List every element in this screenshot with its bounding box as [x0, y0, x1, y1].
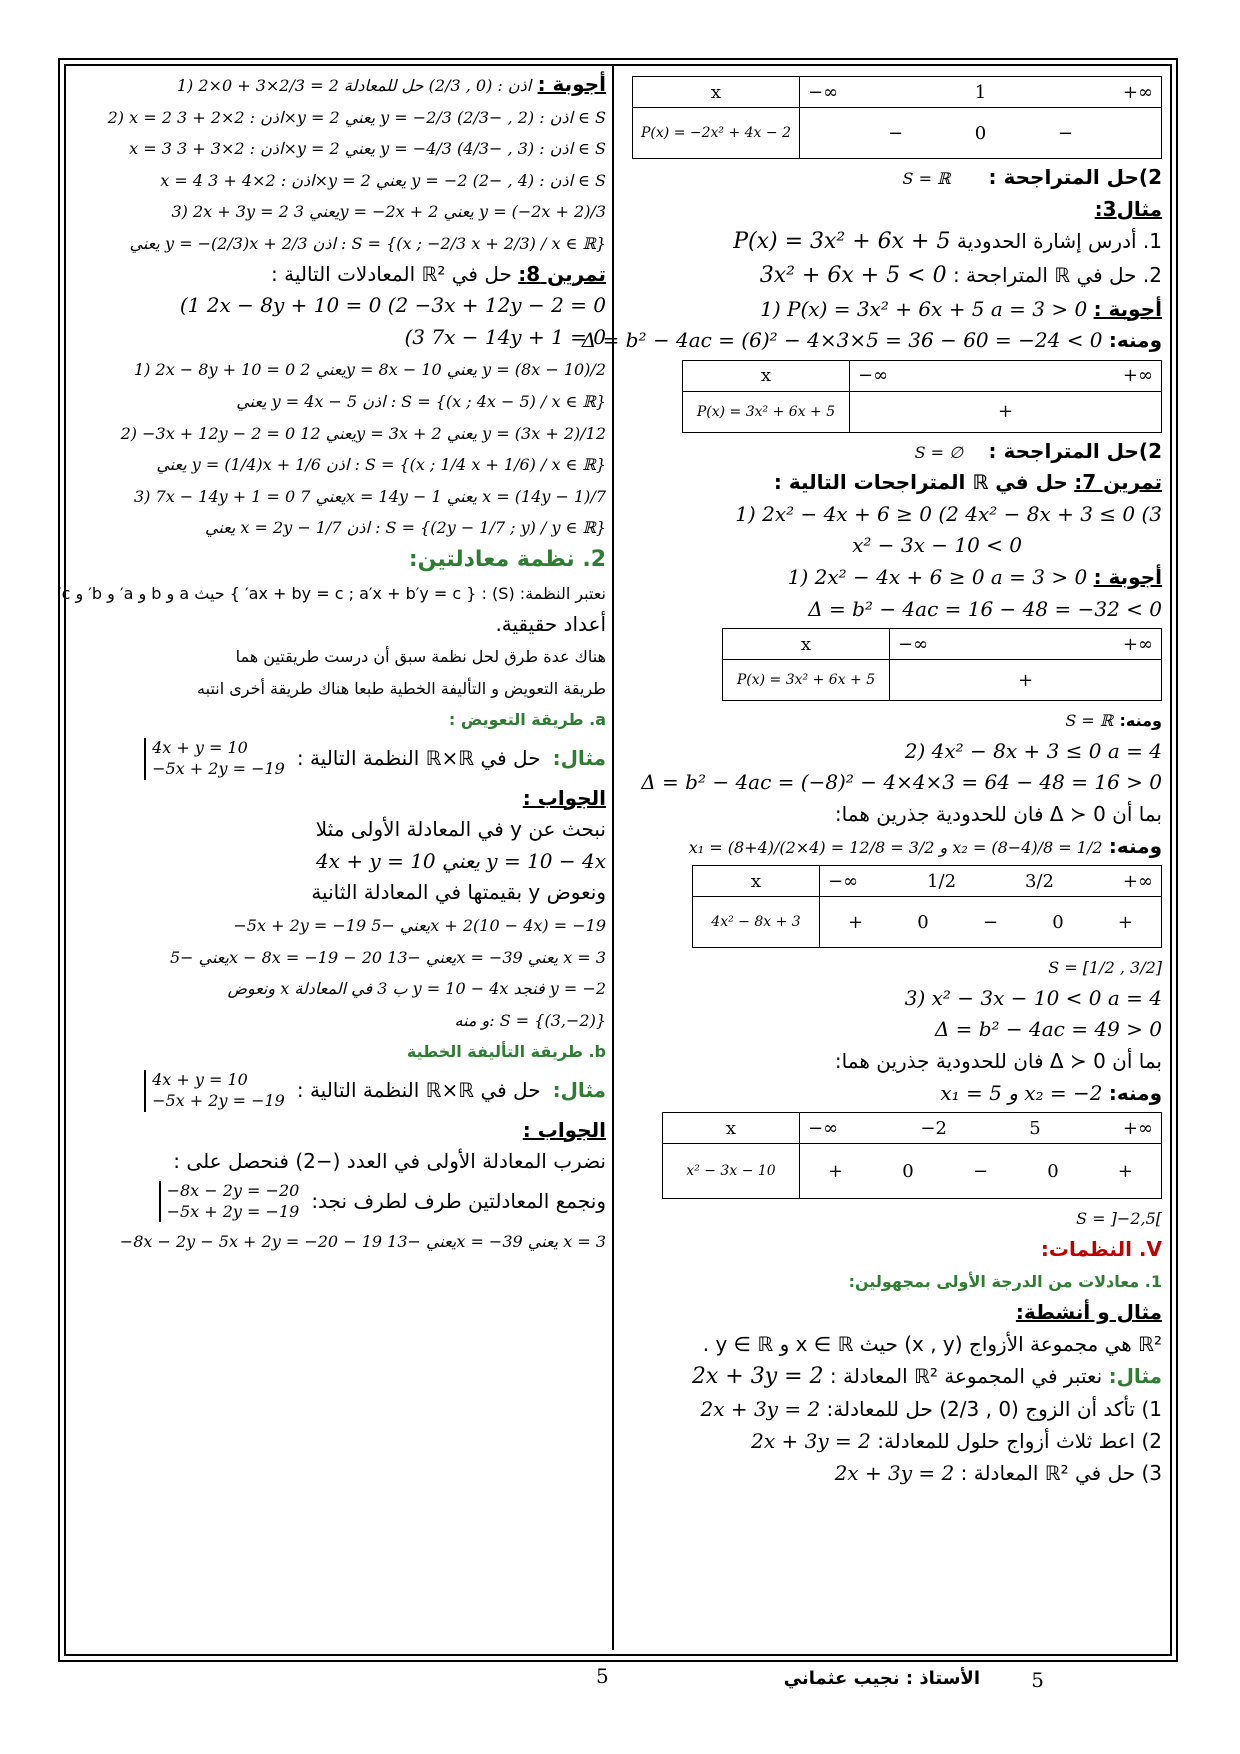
ex-q3-eq: 2x + 3y = 2 — [834, 1460, 955, 1485]
b5: 3) 7x − 14y + 1 = 0 يعني 7x = 14y − 1 يعني x = (14y − 1)/7 — [134, 486, 606, 506]
sys-intro3: هناك عدة طرق لحل نظمة سبق أن درست طريقتين هما — [235, 647, 606, 667]
system-d2 — [159, 1181, 300, 1223]
ex7-title-line — [622, 470, 1162, 496]
ex7-eqs: 1) 2x² − 4x + 6 ≥ 0 (2 4x² − 8x + 3 ≤ 0 (3 — [735, 501, 1162, 526]
ex7-ans3: 3) x² − 3x − 10 < 0 a = 4 — [904, 985, 1162, 1010]
table4-s3: 0 — [1052, 911, 1064, 933]
ex7-ans1-math: 1) 2x² − 4x + 6 ≥ 0 a = 3 > 0 — [787, 565, 1088, 590]
author-signature: الأستاذ : نجيب عثماني — [783, 1668, 980, 1689]
ex3-q1-text: 1. أدرس إشارة الحدودية — [956, 229, 1162, 254]
ex-q1-eq: 2x + 3y = 2 — [700, 1397, 821, 1422]
section-v1-title: 1. معادلات من الدرجة الأولى بمجهولين: — [848, 1272, 1162, 1292]
page-number-center: 5 — [596, 1664, 609, 1688]
ex7-ans1 — [622, 565, 1162, 591]
system-a-eq1: 4x + y = 10 — [152, 738, 248, 758]
left-column — [57, 72, 606, 1642]
r1-line — [622, 165, 1162, 191]
table5-s2: − — [972, 1160, 989, 1182]
table1-s0: − — [888, 122, 904, 144]
ex8-prompt: حل في ℝ² المعادلات التالية : — [271, 261, 512, 286]
ex7-roots2-label: ومنه: — [1108, 833, 1162, 858]
table4-xv1: 1/2 — [927, 870, 957, 892]
c5: يعني −5x − 8x = −19 − 20 يعني −13x = −39 يعني x = 3 — [169, 947, 606, 967]
table5-s4: + — [1117, 1160, 1133, 1182]
examples-title: مثال و أنشطة: — [1015, 1299, 1162, 1324]
ex7-roots2-math: x₁ = (8+4)/(2×4) = 12/8 = 3/2 و x₂ = (8−4)/8 = 1/2 — [688, 837, 1103, 857]
ex3-q2-math: 3x² + 6x + 5 < 0 — [759, 263, 947, 289]
right-column — [581, 72, 1162, 1642]
d1: نضرب المعادلة الأولى في العدد (−2) فنحصل على : — [173, 1149, 606, 1174]
table3-x-row — [890, 629, 1162, 660]
ex-eq: 2x + 3y = 2 — [691, 1364, 824, 1390]
ex7-roots2 — [622, 834, 1162, 860]
c7: و منه: S = {(3,−2)} — [454, 1010, 606, 1030]
d2-text: ونجمع المعادلتين طرف لطرف نجد: — [311, 1188, 606, 1213]
table1-xv0: −∞ — [808, 81, 839, 103]
table3-row-label: P(x) = 3x² + 6x + 5 — [723, 660, 890, 701]
ex-q3-text: 3) حل في ℝ² المعادلة : — [960, 1460, 1162, 1485]
ex-q1 — [622, 1397, 1162, 1423]
table2-x-label: x — [683, 360, 850, 391]
table5-xv3: +∞ — [1122, 1117, 1153, 1139]
table2-x-row — [850, 360, 1162, 391]
method-a-title: a. طريقة التعويض : — [448, 710, 606, 730]
r1-text: 2)حل المتراجحة : — [988, 165, 1162, 189]
ex3-r2 — [622, 439, 1162, 465]
a5: 3) 2x + 3y = 2 يعني 3y = −2x + 2 يعني y = (−2x + 2)/3 — [171, 202, 606, 222]
table3-s0: + — [890, 660, 1162, 701]
ex7-s1 — [622, 707, 1162, 733]
table4-xv2: 3/2 — [1024, 870, 1054, 892]
table4-s2: − — [982, 911, 999, 933]
system-a — [144, 738, 285, 780]
table1-s2: − — [1057, 122, 1073, 144]
ex7-title: تمرين 7: — [1074, 470, 1162, 495]
system-d2-eq1: −8x − 2y = −20 — [166, 1180, 300, 1200]
table4-xv0: −∞ — [828, 870, 859, 892]
ex7-delta1: Δ = b² − 4ac = 16 − 48 = −32 < 0 — [808, 596, 1162, 621]
sign-table-4 — [692, 865, 1162, 948]
ex3-delta-label: ومنه: — [1108, 328, 1162, 353]
ex7-s1-label: ومنه: — [1119, 711, 1162, 731]
sign-table-1 — [632, 76, 1162, 159]
ex-b-line — [72, 1070, 606, 1112]
table1-sign-row — [800, 108, 1162, 159]
table5-xv1: −2 — [920, 1117, 947, 1139]
sys-intro4: طريقة التعويض و التأليفة الخطية طبعا هناك طريقة أخرى انتبه — [197, 678, 606, 698]
ex8-title: تمرين 8: — [518, 261, 606, 286]
table4-sign-row — [820, 897, 1162, 948]
ex3-q2-text: 2. حل في ℝ المتراجحة : — [952, 263, 1162, 288]
sign-table-3 — [722, 628, 1162, 701]
ex3-r2-math: S = ∅ — [914, 442, 964, 462]
b2: يعني y = 4x − 5 اذن : S = {(x ; 4x − 5) / x ∈ ℝ} — [236, 391, 606, 411]
table1-x-label: x — [633, 77, 800, 108]
ex3-q1-math: P(x) = 3x² + 6x + 5 — [733, 229, 951, 255]
ex7-s2: S = [1/2 , 3/2] — [1048, 958, 1162, 978]
ex-text: نعتبر في المجموعة ℝ² المعادلة : — [829, 1364, 1103, 1389]
ex7-roots-text: بما أن Δ ≻ 0 فان للحدودية جذرين هما: — [834, 802, 1162, 827]
table1-xv1: 1 — [974, 81, 987, 103]
ex-q2-eq: 2x + 3y = 2 — [751, 1428, 871, 1453]
table4-x-row — [820, 866, 1162, 897]
r2-definition: ℝ² هي مجموعة الأزواج (x , y) حيث x ∈ ℝ و y ∈ ℝ . — [702, 1331, 1162, 1356]
ex7-roots3-label: ومنه: — [1108, 1080, 1162, 1105]
ex-q2 — [622, 1429, 1162, 1455]
table3-x-label: x — [723, 629, 890, 660]
ex7-eq3: x² − 3x − 10 < 0 — [852, 533, 1022, 558]
table5-xv0: −∞ — [808, 1117, 839, 1139]
table4-xv3: +∞ — [1122, 870, 1153, 892]
b6: يعني x = 2y − 1/7 اذن : S = {(2y − 1/7 ; y) / y ∈ ℝ} — [204, 518, 606, 538]
table5-x-label: x — [663, 1113, 800, 1144]
a2: 2) x = 2 اذن : 2×2 + 3×y = 2 يعني y = −2/3 اذن : (2 , −2/3) ∈ S — [107, 107, 606, 127]
table3-xv1: +∞ — [1122, 633, 1153, 655]
method-b-title: b. طريقة التأليفة الخطية — [406, 1042, 606, 1062]
table2-xv0: −∞ — [858, 365, 889, 387]
a6: يعني y = −(2/3)x + 2/3 اذن : S = {(x ; −2/3 x + 2/3) / x ∈ ℝ} — [129, 233, 606, 253]
ex7-delta3: Δ = b² − 4ac = 49 > 0 — [934, 1017, 1162, 1042]
example3-title: مثال3: — [1094, 196, 1162, 221]
table1-x-row — [800, 77, 1162, 108]
ex-b-label: مثال: — [552, 1077, 606, 1102]
table1-row-label: P(x) = −2x² + 4x − 2 — [633, 108, 800, 159]
d3: −8x − 2y − 5x + 2y = −20 − 19 يعني −13x = −39 يعني x = 3 — [119, 1232, 606, 1252]
ex-a-text: حل في ℝ×ℝ النظمة التالية : — [296, 746, 541, 771]
section-v-title: V. النظمات: — [1040, 1236, 1162, 1261]
ex7-s3: S = ]−2,5[ — [1076, 1209, 1162, 1229]
table2-xv1: +∞ — [1122, 365, 1153, 387]
table1-s1: 0 — [974, 122, 987, 144]
ex7-roots3-text: بما أن Δ ≻ 0 فان للحدودية جذرين هما: — [834, 1049, 1162, 1073]
column-divider — [612, 66, 614, 1650]
ex3-delta-math: Δ = b² − 4ac = (6)² − 4×3×5 = 36 − 60 = −24 < 0 — [581, 328, 1103, 353]
system-b-eq2: −5x + 2y = −19 — [152, 1090, 285, 1110]
system-b — [144, 1070, 285, 1112]
ex-a-label: مثال: — [552, 746, 606, 771]
table4-s1: 0 — [917, 911, 929, 933]
answer-label-b: الجواب : — [522, 1117, 606, 1142]
d2-line — [72, 1181, 606, 1223]
ex-q1-text: 1) تأكد أن الزوج (0 , 2/3) حل للمعادلة: — [826, 1397, 1162, 1422]
system-b-eq1: 4x + y = 10 — [152, 1069, 248, 1089]
a1: 1) 2×0 + 3×2/3 = 2 اذن : (0 , 2/3) حل للمعادلة — [176, 76, 532, 95]
a1-line — [72, 72, 606, 98]
ex3-ans-label: أجوبة : — [1093, 296, 1162, 321]
c1: نبحث عن y في المعادلة الأولى مثلا — [315, 817, 606, 842]
c4: −5x + 2y = −19 يعني −5x + 2(10 − 4x) = −19 — [233, 916, 606, 935]
table4-row-label: 4x² − 8x + 3 — [693, 897, 820, 948]
c6: ونعوض x ب 3 في المعادلة y = 10 − 4x فنجد y = −2 — [227, 979, 606, 999]
ex3-delta — [581, 328, 1162, 354]
table4-s0: + — [848, 911, 864, 933]
r1-math: S = ℝ — [902, 169, 951, 188]
c2: 4x + y = 10 يعني y = 10 − 4x — [315, 848, 606, 873]
ex3-q1 — [622, 228, 1162, 256]
table1-xv2: +∞ — [1122, 81, 1153, 103]
table5-row-label: x² − 3x − 10 — [663, 1144, 800, 1199]
ex3-r2-text: 2)حل المتراجحة : — [988, 438, 1162, 463]
b1: 1) 2x − 8y + 10 = 0 يعني 2y = 8x − 10 يعني y = (8x − 10)/2 — [134, 360, 606, 380]
ex7-s1-math: S = ℝ — [1065, 711, 1114, 731]
system-a-eq2: −5x + 2y = −19 — [152, 758, 285, 778]
ex3-ans — [622, 297, 1162, 323]
table2-row-label: P(x) = 3x² + 6x + 5 — [683, 391, 850, 432]
ex3-ans-math: 1) P(x) = 3x² + 6x + 5 a = 3 > 0 — [760, 296, 1088, 321]
ex7-ans2: 2) 4x² − 8x + 3 ≤ 0 a = 4 — [904, 738, 1162, 763]
system-d2-eq2: −5x + 2y = −19 — [166, 1201, 300, 1221]
ex3-q2 — [622, 262, 1162, 290]
table4-s4: + — [1117, 911, 1133, 933]
table5-x-row — [800, 1113, 1162, 1144]
answer-label-a: الجواب : — [522, 785, 606, 810]
ex8-title-line — [72, 262, 606, 288]
table5-s1: 0 — [902, 1160, 914, 1182]
ex-b-text: حل في ℝ×ℝ النظمة التالية : — [296, 1077, 541, 1102]
sign-table-5 — [662, 1112, 1162, 1199]
section-2-title: 2. نظمة معادلتين: — [408, 546, 606, 572]
ex7-roots3-math: x₁ = 5 و x₂ = −2 — [940, 1080, 1103, 1105]
table4-x-label: x — [693, 866, 820, 897]
table5-sign-row — [800, 1144, 1162, 1199]
table2-s0: + — [850, 391, 1162, 432]
ex-q2-text: 2) اعط ثلاث أزواج حلول للمعادلة: — [877, 1428, 1162, 1453]
ex-line — [622, 1363, 1162, 1391]
page-footer — [0, 1664, 1240, 1694]
ex8-eq3: (3 7x − 14y + 1 = 0 — [404, 324, 606, 349]
table5-s0: + — [828, 1160, 844, 1182]
ex7-ans-label: أجوبة : — [1093, 565, 1162, 590]
page-number-right: 5 — [1031, 1668, 1044, 1692]
a4: x = 4 اذن : 2×4 + 3×y = 2 يعني y = −2 اذن : (4 , −2) ∈ S — [160, 170, 606, 190]
sign-table-2 — [682, 360, 1162, 433]
ex7-delta2: Δ = b² − 4ac = (−8)² − 4×4×3 = 64 − 48 = 16 > 0 — [641, 770, 1162, 795]
ex-a-line — [72, 738, 606, 780]
table5-s3: 0 — [1047, 1160, 1059, 1182]
a3: x = 3 اذن : 2×3 + 3×y = 2 يعني y = −4/3 اذن : (3 , −4/3) ∈ S — [129, 139, 606, 159]
ex-q3 — [622, 1461, 1162, 1487]
b3: 2) −3x + 12y − 2 = 0 يعني 12y = 3x + 2 يعني y = (3x + 2)/12 — [120, 423, 606, 443]
b4: يعني y = (1/4)x + 1/6 اذن : S = {(x ; 1/4 x + 1/6) / x ∈ ℝ} — [156, 455, 606, 475]
table3-xv0: −∞ — [898, 633, 929, 655]
ex7-roots3 — [622, 1081, 1162, 1107]
ex-label: مثال: — [1108, 1364, 1162, 1389]
sys-intro: نعتبر النظمة: (S) : { ax + by = c ; a′x + b′y = c′ } حيث a و b و a′ و b′ و c′ — [57, 584, 606, 604]
ex8-eqs: (1 2x − 8y + 10 = 0 (2 −3x + 12y − 2 = 0 — [179, 293, 606, 318]
sys-intro2: أعداد حقيقية. — [495, 611, 606, 636]
c3: ونعوض y بقيمتها في المعادلة الثانية — [311, 880, 606, 905]
answers-label: أجوبة : — [537, 72, 606, 96]
table5-xv2: 5 — [1029, 1117, 1041, 1139]
ex7-prompt: حل في ℝ المتراجحات التالية : — [773, 470, 1068, 495]
